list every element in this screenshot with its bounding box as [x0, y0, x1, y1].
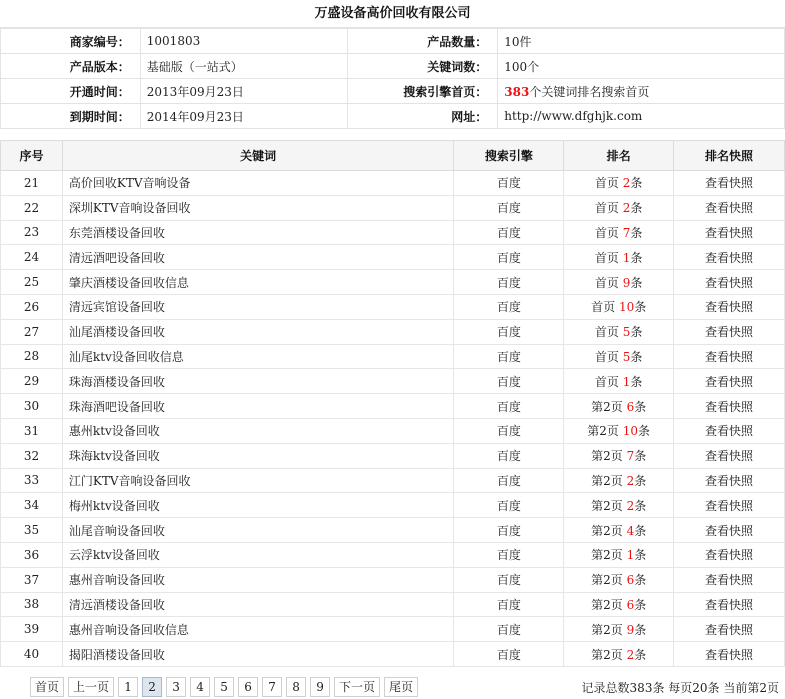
view-snapshot-link[interactable]: 查看快照 — [674, 344, 785, 369]
rank-position: 9 — [626, 622, 635, 637]
row-engine: 百度 — [454, 642, 564, 667]
row-index: 34 — [1, 493, 63, 518]
row-keyword: 高价回收KTV音响设备 — [62, 171, 453, 196]
table-row — [1, 394, 785, 419]
row-engine: 百度 — [454, 394, 564, 419]
row-engine: 百度 — [454, 443, 564, 468]
view-snapshot-link[interactable]: 查看快照 — [674, 468, 785, 493]
row-keyword: 汕尾音响设备回收 — [62, 518, 453, 543]
version-value: 基础版（一站式） — [140, 54, 348, 79]
view-snapshot-link[interactable]: 查看快照 — [674, 270, 785, 295]
col-header-rank: 排名 — [564, 141, 674, 171]
row-keyword: 揭阳酒楼设备回收 — [62, 642, 453, 667]
rank-unit: 条 — [630, 325, 643, 340]
row-keyword: 珠海ktv设备回收 — [62, 443, 453, 468]
rank-unit: 条 — [630, 201, 643, 216]
row-index: 31 — [1, 418, 63, 443]
view-snapshot-link[interactable]: 查看快照 — [674, 418, 785, 443]
row-engine: 百度 — [454, 220, 564, 245]
row-index: 24 — [1, 245, 63, 270]
rank-position: 6 — [626, 399, 635, 414]
table-row — [1, 294, 785, 319]
page-number-button[interactable]: 6 — [238, 677, 258, 697]
row-keyword: 惠州音响设备回收信息 — [62, 617, 453, 642]
row-keyword: 汕尾酒楼设备回收 — [62, 319, 453, 344]
keyword-ranking-table — [0, 140, 785, 667]
row-rank — [564, 394, 674, 419]
row-index: 37 — [1, 567, 63, 592]
view-snapshot-link[interactable]: 查看快照 — [674, 542, 785, 567]
rank-position: 7 — [626, 449, 635, 464]
rank-page: 第2页 — [591, 622, 623, 637]
rank-position: 5 — [622, 349, 631, 364]
rank-page: 第2页 — [591, 473, 623, 488]
row-engine: 百度 — [454, 195, 564, 220]
row-engine: 百度 — [454, 171, 564, 196]
rank-unit: 条 — [634, 300, 647, 315]
view-snapshot-link[interactable]: 查看快照 — [674, 171, 785, 196]
rank-page: 首页 — [594, 225, 619, 240]
table-row — [1, 220, 785, 245]
table-row — [1, 369, 785, 394]
open-date-value: 2013年09月23日 — [140, 79, 348, 104]
row-index: 28 — [1, 344, 63, 369]
row-engine: 百度 — [454, 592, 564, 617]
rank-unit: 条 — [634, 449, 647, 464]
rank-unit: 条 — [630, 374, 643, 389]
row-index: 33 — [1, 468, 63, 493]
table-row — [1, 542, 785, 567]
row-index: 27 — [1, 319, 63, 344]
table-row — [1, 171, 785, 196]
row-keyword: 珠海酒楼设备回收 — [62, 369, 453, 394]
row-engine: 百度 — [454, 567, 564, 592]
page-number-button[interactable]: 5 — [214, 677, 234, 697]
product-count-value: 10件 — [498, 29, 785, 54]
row-index: 21 — [1, 171, 63, 196]
row-engine: 百度 — [454, 319, 564, 344]
search-home-text: 个关键词排名搜索首页 — [529, 84, 650, 99]
company-title: 万盛设备高价回收有限公司 — [0, 0, 785, 28]
table-row — [1, 518, 785, 543]
rank-position: 6 — [626, 597, 635, 612]
rank-position: 1 — [622, 250, 631, 265]
row-keyword: 汕尾ktv设备回收信息 — [62, 344, 453, 369]
search-home-label: 搜索引擎首页 ： — [348, 79, 498, 104]
row-rank — [564, 245, 674, 270]
search-home-value — [498, 79, 785, 104]
view-snapshot-link[interactable]: 查看快照 — [674, 592, 785, 617]
rank-page: 首页 — [594, 250, 619, 265]
rank-position: 5 — [622, 325, 631, 340]
row-rank — [564, 493, 674, 518]
rank-page: 第2页 — [591, 523, 623, 538]
rank-position: 1 — [622, 374, 631, 389]
rank-unit: 条 — [630, 225, 643, 240]
row-rank — [564, 369, 674, 394]
rank-unit: 条 — [634, 548, 647, 563]
row-rank — [564, 344, 674, 369]
view-snapshot-link[interactable]: 查看快照 — [674, 642, 785, 667]
rank-position: 2 — [622, 176, 631, 191]
view-snapshot-link[interactable]: 查看快照 — [674, 369, 785, 394]
rank-unit: 条 — [634, 399, 647, 414]
table-row — [1, 319, 785, 344]
table-row — [1, 245, 785, 270]
row-index: 25 — [1, 270, 63, 295]
page-number-button[interactable]: 2 — [142, 677, 162, 697]
row-rank — [564, 567, 674, 592]
view-snapshot-link[interactable]: 查看快照 — [674, 617, 785, 642]
rank-page: 首页 — [594, 176, 619, 191]
row-engine: 百度 — [454, 542, 564, 567]
rank-page: 第2页 — [587, 424, 619, 439]
table-row — [1, 642, 785, 667]
rank-unit: 条 — [634, 597, 647, 612]
rank-position: 2 — [626, 473, 635, 488]
prev-page-button[interactable]: 上一页 — [68, 677, 114, 697]
row-engine: 百度 — [454, 518, 564, 543]
rank-unit: 条 — [634, 473, 647, 488]
row-keyword: 清远酒吧设备回收 — [62, 245, 453, 270]
table-row — [1, 567, 785, 592]
rank-page: 首页 — [594, 374, 619, 389]
rank-position: 2 — [622, 201, 631, 216]
rank-page: 第2页 — [591, 449, 623, 464]
row-engine: 百度 — [454, 294, 564, 319]
col-header-keyword: 关键词 — [62, 141, 453, 171]
row-engine: 百度 — [454, 418, 564, 443]
row-keyword: 珠海酒吧设备回收 — [62, 394, 453, 419]
row-rank — [564, 592, 674, 617]
rank-position: 6 — [626, 573, 635, 588]
rank-position: 2 — [626, 647, 635, 662]
row-rank — [564, 642, 674, 667]
view-snapshot-link[interactable]: 查看快照 — [674, 319, 785, 344]
rank-position: 9 — [622, 275, 631, 290]
view-snapshot-link[interactable]: 查看快照 — [674, 518, 785, 543]
row-engine: 百度 — [454, 270, 564, 295]
table-row — [1, 344, 785, 369]
row-index: 26 — [1, 294, 63, 319]
rank-position: 2 — [626, 498, 635, 513]
page-number-button[interactable]: 4 — [190, 677, 210, 697]
pagination-summary: 记录总数383条 每页20条 当前第2页 — [581, 681, 779, 695]
row-keyword: 东莞酒楼设备回收 — [62, 220, 453, 245]
table-row — [1, 443, 785, 468]
merchant-id-label: 商家编号 ： — [1, 29, 141, 54]
rank-unit: 条 — [634, 622, 647, 637]
row-index: 36 — [1, 542, 63, 567]
row-keyword: 惠州音响设备回收 — [62, 567, 453, 592]
row-engine: 百度 — [454, 617, 564, 642]
page-number-button[interactable]: 3 — [166, 677, 186, 697]
page-number-button[interactable]: 8 — [286, 677, 306, 697]
table-row — [1, 195, 785, 220]
rank-page: 首页 — [594, 325, 619, 340]
row-rank — [564, 270, 674, 295]
row-rank — [564, 468, 674, 493]
row-index: 38 — [1, 592, 63, 617]
rank-position: 10 — [618, 300, 635, 315]
rank-unit: 条 — [638, 424, 651, 439]
rank-page: 第2页 — [591, 498, 623, 513]
rank-page: 第2页 — [591, 597, 623, 612]
row-engine: 百度 — [454, 468, 564, 493]
row-index: 22 — [1, 195, 63, 220]
rank-unit: 条 — [630, 250, 643, 265]
row-rank — [564, 518, 674, 543]
row-rank — [564, 195, 674, 220]
merchant-info-table — [0, 28, 785, 129]
pagination — [30, 677, 418, 699]
rank-unit: 条 — [630, 275, 643, 290]
row-index: 39 — [1, 617, 63, 642]
rank-page: 第2页 — [591, 548, 623, 563]
rank-position: 7 — [622, 225, 631, 240]
page-number-button[interactable]: 7 — [262, 677, 282, 697]
keyword-count-label: 关键词数 ： — [348, 54, 498, 79]
row-index: 29 — [1, 369, 63, 394]
search-home-count: 383 — [504, 84, 530, 99]
rank-unit: 条 — [630, 176, 643, 191]
rank-unit: 条 — [634, 498, 647, 513]
url-label: 网址 ： — [348, 104, 498, 129]
first-page-button[interactable]: 首页 — [30, 677, 64, 697]
row-keyword: 清远宾馆设备回收 — [62, 294, 453, 319]
row-keyword: 梅州ktv设备回收 — [62, 493, 453, 518]
row-keyword: 清远酒楼设备回收 — [62, 592, 453, 617]
row-rank — [564, 319, 674, 344]
row-engine: 百度 — [454, 344, 564, 369]
rank-page: 第2页 — [591, 573, 623, 588]
col-header-snapshot: 排名快照 — [674, 141, 785, 171]
url-value[interactable]: http://www.dfghjk.com — [498, 104, 785, 129]
rank-position: 10 — [622, 424, 639, 439]
row-index: 30 — [1, 394, 63, 419]
row-rank — [564, 443, 674, 468]
row-keyword: 肇庆酒楼设备回收信息 — [62, 270, 453, 295]
rank-page: 首页 — [594, 275, 619, 290]
view-snapshot-link[interactable]: 查看快照 — [674, 567, 785, 592]
row-keyword: 江门KTV音响设备回收 — [62, 468, 453, 493]
page-number-button[interactable]: 1 — [118, 677, 138, 697]
rank-position: 4 — [626, 523, 635, 538]
view-snapshot-link[interactable]: 查看快照 — [674, 493, 785, 518]
rank-unit: 条 — [634, 523, 647, 538]
table-row — [1, 418, 785, 443]
row-keyword: 云浮ktv设备回收 — [62, 542, 453, 567]
page-number-button[interactable]: 9 — [310, 677, 330, 697]
row-rank — [564, 294, 674, 319]
product-count-label: 产品数量 ： — [348, 29, 498, 54]
table-header-row — [1, 141, 785, 171]
row-engine: 百度 — [454, 245, 564, 270]
view-snapshot-link[interactable]: 查看快照 — [674, 394, 785, 419]
view-snapshot-link[interactable]: 查看快照 — [674, 220, 785, 245]
rank-position: 1 — [626, 548, 635, 563]
expire-date-label: 到期时间 ： — [1, 104, 141, 129]
col-header-engine: 搜索引擎 — [454, 141, 564, 171]
row-keyword: 深圳KTV音响设备回收 — [62, 195, 453, 220]
version-label: 产品版本 ： — [1, 54, 141, 79]
table-row — [1, 617, 785, 642]
open-date-label: 开通时间 ： — [1, 79, 141, 104]
row-rank — [564, 542, 674, 567]
keyword-count-value: 100个 — [498, 54, 785, 79]
row-engine: 百度 — [454, 493, 564, 518]
rank-page: 首页 — [591, 300, 616, 315]
rank-page: 首页 — [594, 349, 619, 364]
rank-page: 首页 — [594, 201, 619, 216]
view-snapshot-link[interactable]: 查看快照 — [674, 443, 785, 468]
col-header-index: 序号 — [1, 141, 63, 171]
rank-unit: 条 — [630, 349, 643, 364]
row-rank — [564, 617, 674, 642]
expire-date-value: 2014年09月23日 — [140, 104, 348, 129]
row-rank — [564, 418, 674, 443]
table-row — [1, 468, 785, 493]
row-index: 35 — [1, 518, 63, 543]
rank-page: 第2页 — [591, 647, 623, 662]
view-snapshot-link[interactable]: 查看快照 — [674, 195, 785, 220]
next-page-button[interactable]: 下一页 — [334, 677, 380, 697]
row-keyword: 惠州ktv设备回收 — [62, 418, 453, 443]
table-row — [1, 592, 785, 617]
table-row — [1, 270, 785, 295]
rank-unit: 条 — [634, 573, 647, 588]
last-page-button[interactable]: 尾页 — [384, 677, 418, 697]
row-index: 23 — [1, 220, 63, 245]
rank-unit: 条 — [634, 647, 647, 662]
view-snapshot-link[interactable]: 查看快照 — [674, 294, 785, 319]
row-index: 40 — [1, 642, 63, 667]
row-engine: 百度 — [454, 369, 564, 394]
row-rank — [564, 171, 674, 196]
row-rank — [564, 220, 674, 245]
merchant-id-value: 1001803 — [140, 29, 348, 54]
rank-page: 第2页 — [591, 399, 623, 414]
view-snapshot-link[interactable]: 查看快照 — [674, 245, 785, 270]
table-row — [1, 493, 785, 518]
row-index: 32 — [1, 443, 63, 468]
